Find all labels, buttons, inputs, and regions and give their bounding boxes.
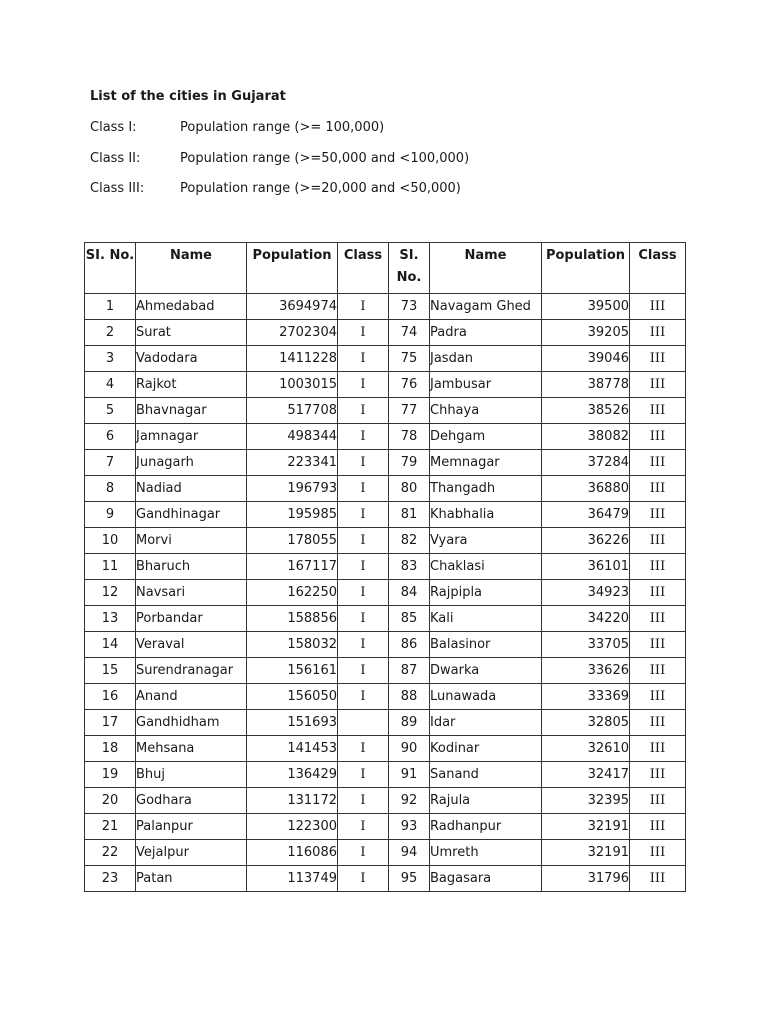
- cell-si-no: 77: [389, 398, 430, 424]
- cell-class: III: [630, 736, 686, 762]
- cell-si-no: 81: [389, 502, 430, 528]
- header-si-no: SI. No.: [389, 243, 430, 294]
- cell-name: Kodinar: [430, 736, 542, 762]
- cell-name: Dwarka: [430, 658, 542, 684]
- cell-name: Godhara: [136, 788, 247, 814]
- cell-si-no: 19: [85, 762, 136, 788]
- cell-si-no: 79: [389, 450, 430, 476]
- table-row: [85, 294, 686, 320]
- cell-name: Gandhidham: [136, 710, 247, 736]
- cell-name: Rajpipla: [430, 580, 542, 606]
- cell-class: I: [338, 294, 389, 320]
- cell-si-no: 90: [389, 736, 430, 762]
- cell-name: Gandhinagar: [136, 502, 247, 528]
- cell-si-no: 74: [389, 320, 430, 346]
- cell-population: 2702304: [247, 320, 338, 346]
- table-row: [85, 788, 686, 814]
- cell-class: I: [338, 554, 389, 580]
- cell-class: III: [630, 398, 686, 424]
- cell-population: 32610: [542, 736, 630, 762]
- table-row: [85, 424, 686, 450]
- cell-class: III: [630, 294, 686, 320]
- cell-si-no: 9: [85, 502, 136, 528]
- cell-name: Surendranagar: [136, 658, 247, 684]
- cell-population: 162250: [247, 580, 338, 606]
- table-row: [85, 632, 686, 658]
- cell-population: 156161: [247, 658, 338, 684]
- cell-population: 36226: [542, 528, 630, 554]
- cell-name: Bharuch: [136, 554, 247, 580]
- class-range: Population range (>=20,000 and <50,000): [180, 181, 461, 196]
- cell-si-no: 3: [85, 346, 136, 372]
- cell-population: 36479: [542, 502, 630, 528]
- cell-si-no: 8: [85, 476, 136, 502]
- table-row: [85, 346, 686, 372]
- cell-class: III: [630, 840, 686, 866]
- cell-class: I: [338, 528, 389, 554]
- cell-class: I: [338, 632, 389, 658]
- class-range: Population range (>=50,000 and <100,000): [180, 151, 470, 166]
- cell-class: I: [338, 476, 389, 502]
- cell-si-no: 78: [389, 424, 430, 450]
- cell-class: III: [630, 866, 686, 892]
- cell-name: Umreth: [430, 840, 542, 866]
- cell-class: III: [630, 580, 686, 606]
- table-row: [85, 658, 686, 684]
- cell-name: Anand: [136, 684, 247, 710]
- cell-si-no: 22: [85, 840, 136, 866]
- class-label: Class I:: [90, 120, 137, 135]
- cell-si-no: 10: [85, 528, 136, 554]
- cell-name: Khabhalia: [430, 502, 542, 528]
- cell-name: Chaklasi: [430, 554, 542, 580]
- cell-name: Balasinor: [430, 632, 542, 658]
- cell-name: Rajkot: [136, 372, 247, 398]
- cell-population: 39500: [542, 294, 630, 320]
- cell-class: III: [630, 346, 686, 372]
- cell-si-no: 5: [85, 398, 136, 424]
- cell-class: III: [630, 502, 686, 528]
- cell-population: 158032: [247, 632, 338, 658]
- cell-name: Navagam Ghed: [430, 294, 542, 320]
- cell-population: 37284: [542, 450, 630, 476]
- cell-name: Padra: [430, 320, 542, 346]
- header-class: Class: [338, 243, 389, 294]
- cell-population: 32395: [542, 788, 630, 814]
- cell-si-no: 87: [389, 658, 430, 684]
- cell-population: 32191: [542, 840, 630, 866]
- cell-class: I: [338, 684, 389, 710]
- cell-population: 38778: [542, 372, 630, 398]
- cell-si-no: 11: [85, 554, 136, 580]
- cell-class: III: [630, 788, 686, 814]
- cell-name: Jambusar: [430, 372, 542, 398]
- cell-name: Dehgam: [430, 424, 542, 450]
- cell-population: 33369: [542, 684, 630, 710]
- cell-name: Vyara: [430, 528, 542, 554]
- cell-class: III: [630, 658, 686, 684]
- table-row: [85, 398, 686, 424]
- cell-class: III: [630, 528, 686, 554]
- cell-class: I: [338, 788, 389, 814]
- cell-population: 223341: [247, 450, 338, 476]
- header-row: [85, 243, 686, 294]
- table-row: [85, 372, 686, 398]
- class-label: Class III:: [90, 181, 145, 196]
- cell-class: III: [630, 814, 686, 840]
- cell-name: Ahmedabad: [136, 294, 247, 320]
- class-definition-1: [90, 120, 384, 135]
- header-population: Population: [542, 243, 630, 294]
- cell-population: 31796: [542, 866, 630, 892]
- cell-class: I: [338, 502, 389, 528]
- cell-si-no: 23: [85, 866, 136, 892]
- table-row: [85, 814, 686, 840]
- cell-si-no: 88: [389, 684, 430, 710]
- cell-si-no: 14: [85, 632, 136, 658]
- cell-si-no: 76: [389, 372, 430, 398]
- cell-si-no: 94: [389, 840, 430, 866]
- cell-population: 1003015: [247, 372, 338, 398]
- cell-class: III: [630, 606, 686, 632]
- cell-population: 32805: [542, 710, 630, 736]
- cell-class: I: [338, 372, 389, 398]
- table-row: [85, 554, 686, 580]
- cell-class: I: [338, 658, 389, 684]
- cell-si-no: 85: [389, 606, 430, 632]
- cell-si-no: 84: [389, 580, 430, 606]
- cell-class: I: [338, 398, 389, 424]
- cell-name: Chhaya: [430, 398, 542, 424]
- cell-si-no: 21: [85, 814, 136, 840]
- cell-name: Morvi: [136, 528, 247, 554]
- cell-population: 113749: [247, 866, 338, 892]
- cell-population: 151693: [247, 710, 338, 736]
- table-row: [85, 606, 686, 632]
- cell-name: Bhavnagar: [136, 398, 247, 424]
- cell-class: I: [338, 762, 389, 788]
- table-row: [85, 762, 686, 788]
- cell-population: 33626: [542, 658, 630, 684]
- cell-population: 158856: [247, 606, 338, 632]
- cell-si-no: 16: [85, 684, 136, 710]
- cell-si-no: 86: [389, 632, 430, 658]
- cell-name: Porbandar: [136, 606, 247, 632]
- cell-class: I: [338, 606, 389, 632]
- cell-population: 195985: [247, 502, 338, 528]
- cell-name: Thangadh: [430, 476, 542, 502]
- class-definition-3: [90, 181, 461, 196]
- cell-si-no: 82: [389, 528, 430, 554]
- cell-name: Kali: [430, 606, 542, 632]
- table-row: [85, 580, 686, 606]
- cell-population: 131172: [247, 788, 338, 814]
- cell-si-no: 95: [389, 866, 430, 892]
- cell-population: 156050: [247, 684, 338, 710]
- cell-name: Vadodara: [136, 346, 247, 372]
- cell-population: 34220: [542, 606, 630, 632]
- header-name: Name: [136, 243, 247, 294]
- cell-population: 122300: [247, 814, 338, 840]
- cell-name: Jasdan: [430, 346, 542, 372]
- table-row: [85, 528, 686, 554]
- cell-name: Jamnagar: [136, 424, 247, 450]
- cell-name: Bhuj: [136, 762, 247, 788]
- cell-si-no: 7: [85, 450, 136, 476]
- class-definition-2: [90, 151, 469, 166]
- cell-name: Radhanpur: [430, 814, 542, 840]
- cell-si-no: 93: [389, 814, 430, 840]
- table-body: [85, 294, 686, 892]
- cell-name: Patan: [136, 866, 247, 892]
- cell-class: III: [630, 554, 686, 580]
- cell-population: 38082: [542, 424, 630, 450]
- cell-name: Navsari: [136, 580, 247, 606]
- cell-population: 196793: [247, 476, 338, 502]
- cell-population: 178055: [247, 528, 338, 554]
- cell-si-no: 6: [85, 424, 136, 450]
- cell-population: 32191: [542, 814, 630, 840]
- cell-population: 116086: [247, 840, 338, 866]
- cell-name: Sanand: [430, 762, 542, 788]
- cell-class: I: [338, 580, 389, 606]
- table-row: [85, 476, 686, 502]
- cell-class: III: [630, 424, 686, 450]
- cell-class: I: [338, 346, 389, 372]
- table-row: [85, 684, 686, 710]
- cell-class: I: [338, 424, 389, 450]
- cell-name: Veraval: [136, 632, 247, 658]
- cell-name: Lunawada: [430, 684, 542, 710]
- header-population: Population: [247, 243, 338, 294]
- page-title: List of the cities in Gujarat: [90, 89, 286, 104]
- cell-si-no: 1: [85, 294, 136, 320]
- cities-table: [84, 242, 686, 892]
- cell-population: 36880: [542, 476, 630, 502]
- cell-population: 38526: [542, 398, 630, 424]
- cell-name: Rajula: [430, 788, 542, 814]
- cell-name: Palanpur: [136, 814, 247, 840]
- cell-si-no: 75: [389, 346, 430, 372]
- cell-name: Memnagar: [430, 450, 542, 476]
- cell-si-no: 20: [85, 788, 136, 814]
- cell-population: 167117: [247, 554, 338, 580]
- cell-si-no: 18: [85, 736, 136, 762]
- cell-class: I: [338, 814, 389, 840]
- cell-class: I: [338, 320, 389, 346]
- cell-population: 3694974: [247, 294, 338, 320]
- cell-population: 36101: [542, 554, 630, 580]
- header-class: Class: [630, 243, 686, 294]
- cell-si-no: 80: [389, 476, 430, 502]
- cell-population: 34923: [542, 580, 630, 606]
- header-si-no: SI. No.: [85, 243, 136, 294]
- table-row: [85, 736, 686, 762]
- table-row: [85, 502, 686, 528]
- cell-si-no: 83: [389, 554, 430, 580]
- cell-si-no: 13: [85, 606, 136, 632]
- cell-class: III: [630, 762, 686, 788]
- table-row: [85, 710, 686, 736]
- cell-name: Vejalpur: [136, 840, 247, 866]
- cell-name: Junagarh: [136, 450, 247, 476]
- class-range: Population range (>= 100,000): [180, 120, 385, 135]
- cell-name: Nadiad: [136, 476, 247, 502]
- cell-population: 32417: [542, 762, 630, 788]
- cell-class: I: [338, 840, 389, 866]
- cell-si-no: 91: [389, 762, 430, 788]
- cell-name: Bagasara: [430, 866, 542, 892]
- cell-class: III: [630, 450, 686, 476]
- cell-class: III: [630, 320, 686, 346]
- cell-si-no: 4: [85, 372, 136, 398]
- cell-population: 33705: [542, 632, 630, 658]
- cell-population: 136429: [247, 762, 338, 788]
- cell-population: 141453: [247, 736, 338, 762]
- table-row: [85, 320, 686, 346]
- cell-population: 498344: [247, 424, 338, 450]
- cell-class: I: [338, 736, 389, 762]
- cell-class: III: [630, 710, 686, 736]
- cell-class: III: [630, 684, 686, 710]
- cell-si-no: 92: [389, 788, 430, 814]
- header-name: Name: [430, 243, 542, 294]
- cell-name: Idar: [430, 710, 542, 736]
- cell-population: 39046: [542, 346, 630, 372]
- cell-si-no: 73: [389, 294, 430, 320]
- cell-si-no: 17: [85, 710, 136, 736]
- cell-class: [338, 710, 389, 736]
- cell-population: 39205: [542, 320, 630, 346]
- cell-si-no: 15: [85, 658, 136, 684]
- table-row: [85, 450, 686, 476]
- table-row: [85, 866, 686, 892]
- cell-si-no: 12: [85, 580, 136, 606]
- cell-name: Surat: [136, 320, 247, 346]
- cell-population: 1411228: [247, 346, 338, 372]
- cell-class: III: [630, 476, 686, 502]
- class-label: Class II:: [90, 151, 141, 166]
- cell-class: III: [630, 372, 686, 398]
- cell-population: 517708: [247, 398, 338, 424]
- cell-class: I: [338, 450, 389, 476]
- cell-si-no: 89: [389, 710, 430, 736]
- cell-class: I: [338, 866, 389, 892]
- cell-name: Mehsana: [136, 736, 247, 762]
- table-row: [85, 840, 686, 866]
- cell-si-no: 2: [85, 320, 136, 346]
- cell-class: III: [630, 632, 686, 658]
